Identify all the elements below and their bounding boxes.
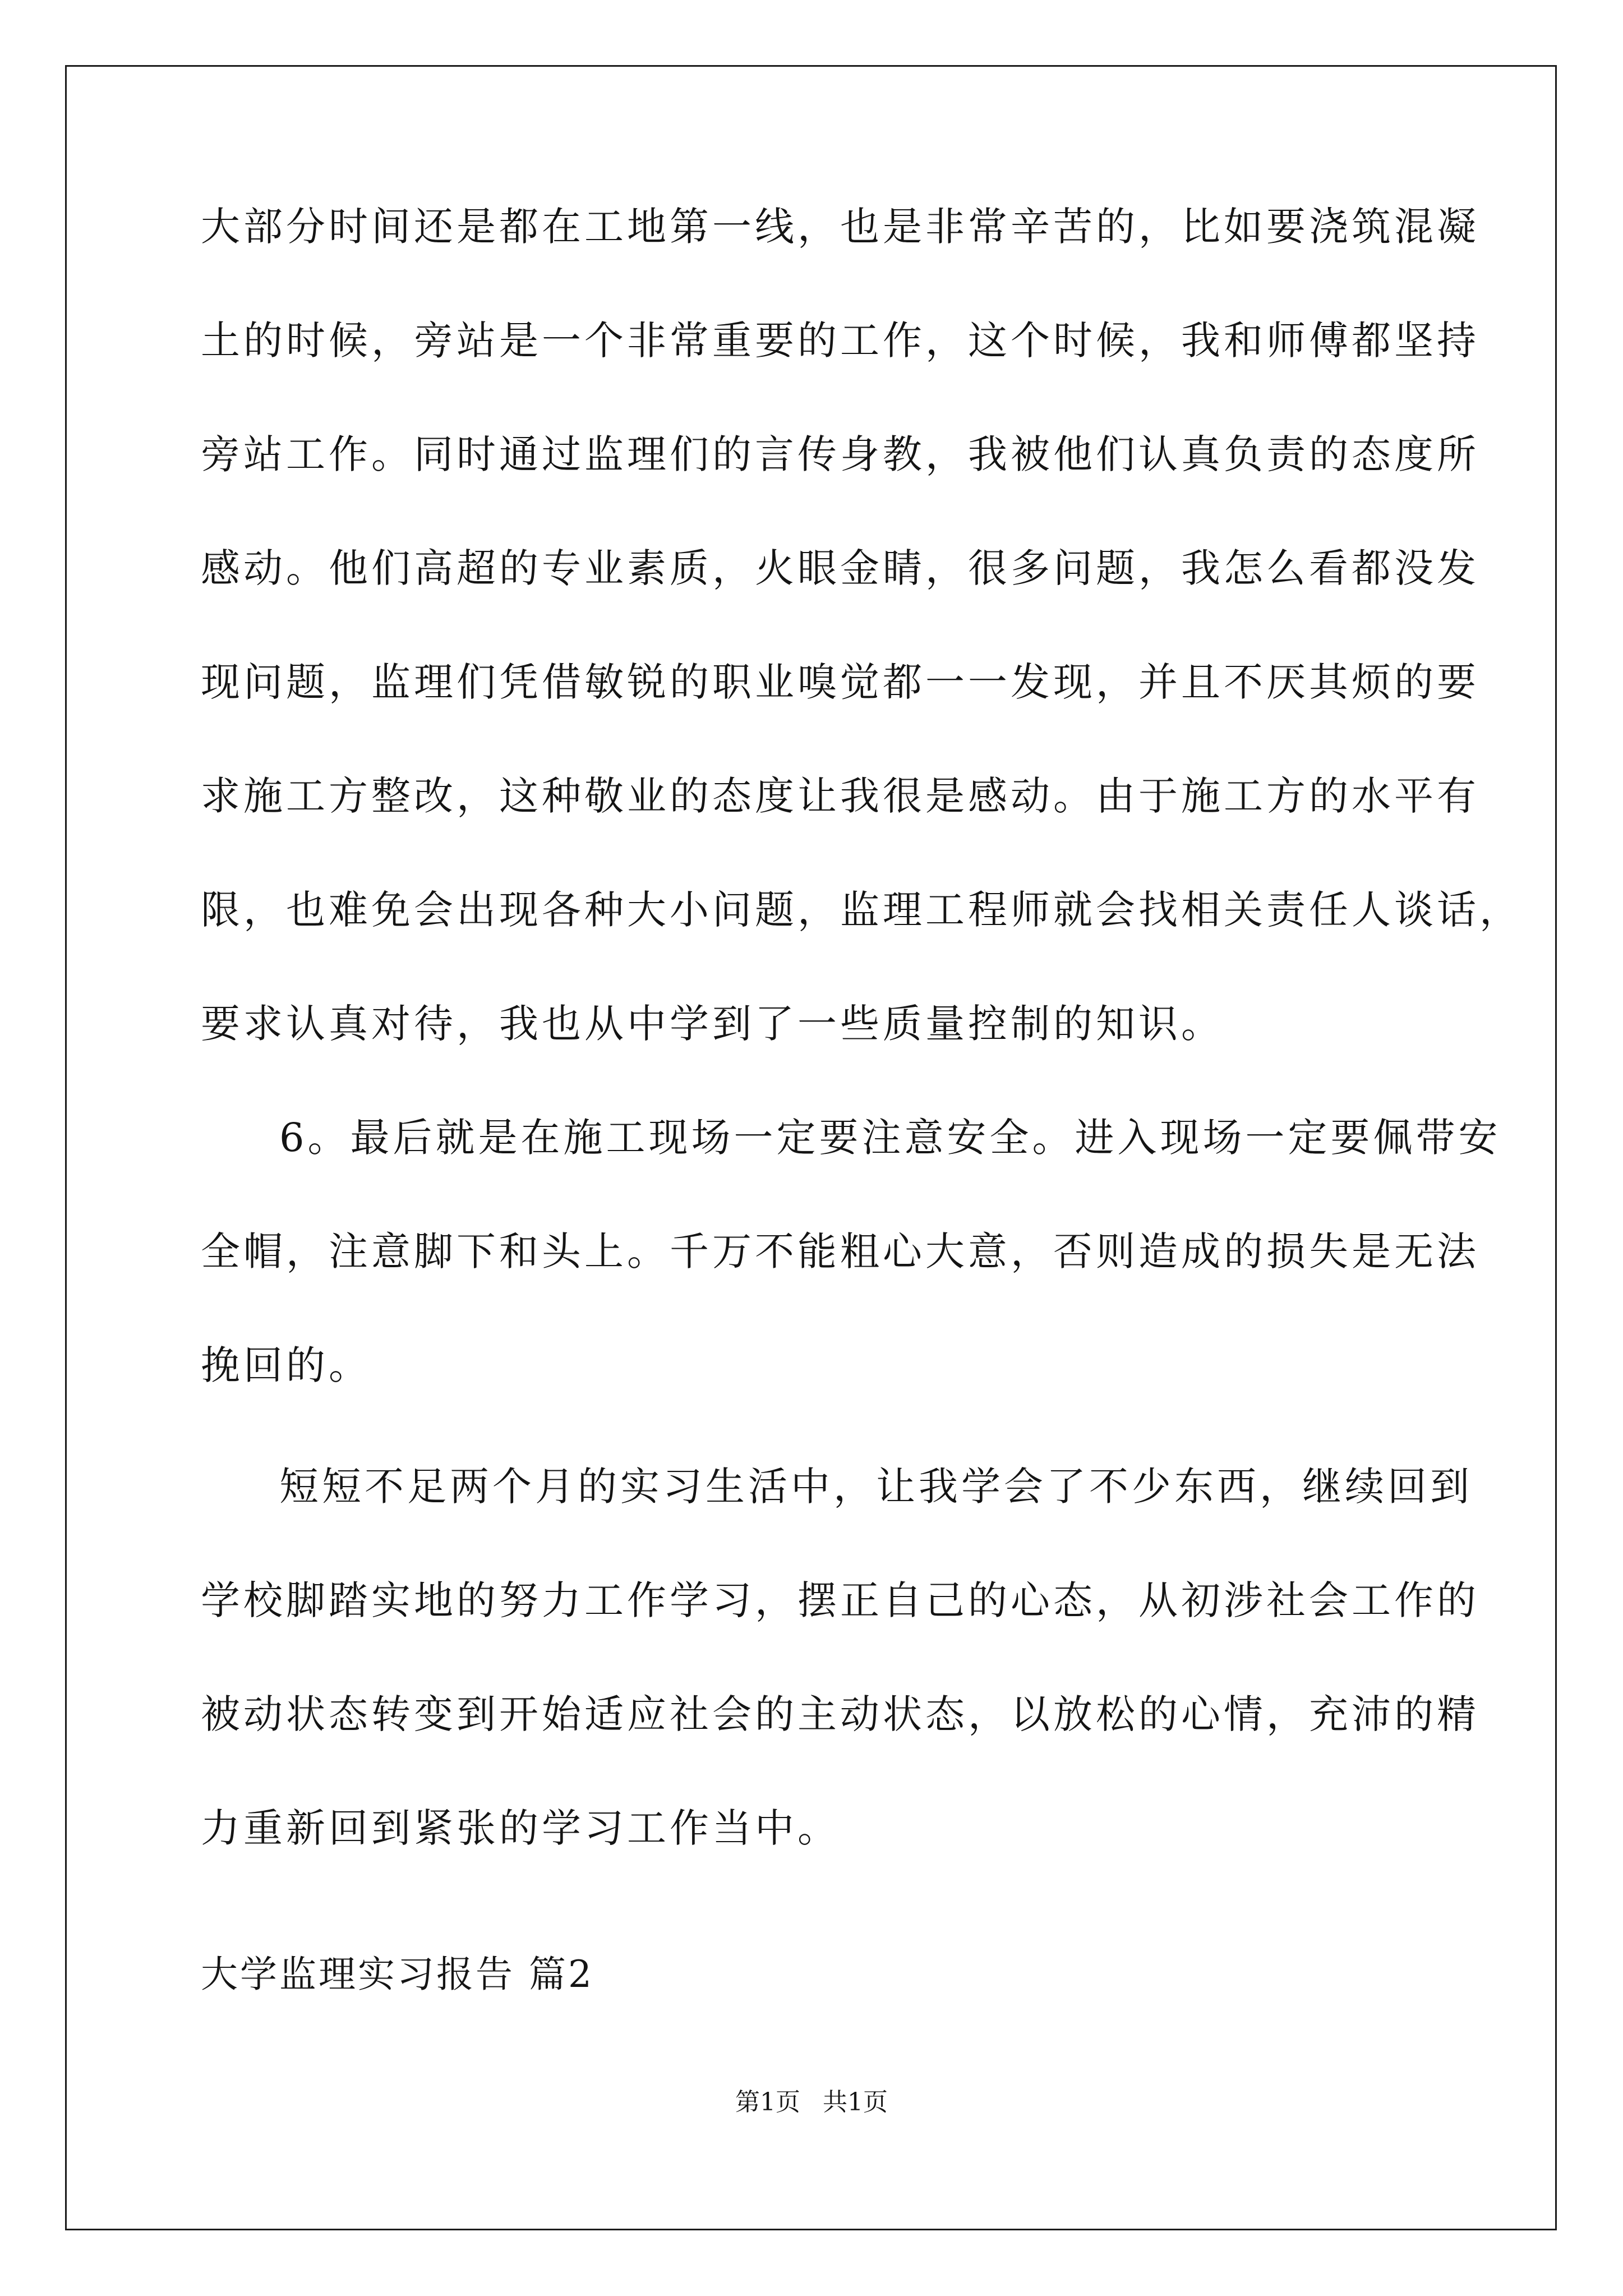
paragraph-line: 感动。他们高超的专业素质，火眼金睛，很多问题，我怎么看都没发 [201, 545, 1479, 591]
paragraph-line: 大部分时间还是都在工地第一线，也是非常辛苦的，比如要浇筑混凝 [201, 204, 1479, 250]
paragraph-line: 限，也难免会出现各种大小问题，监理工程师就会找相关责任人谈话， [201, 887, 1522, 933]
paragraph-line: 学校脚踏实地的努力工作学习，摆正自己的心态，从初涉社会工作的 [201, 1577, 1479, 1623]
paragraph-line: 短短不足两个月的实习生活中，让我学会了不少东西，继续回到 [279, 1464, 1473, 1510]
paragraph-line: 6。最后就是在施工现场一定要注意安全。进入现场一定要佩带安 [279, 1115, 1501, 1161]
paragraph-line: 力重新回到紧张的学习工作当中。 [201, 1805, 840, 1851]
paragraph-line: 土的时候，旁站是一个非常重要的工作，这个时候，我和师傅都坚持 [201, 318, 1479, 364]
paragraph-line: 全帽，注意脚下和头上。千万不能粗心大意，否则造成的损失是无法 [201, 1228, 1479, 1274]
page-number: 第1页 [735, 2088, 800, 2116]
page-total: 共1页 [823, 2088, 888, 2116]
section-heading: 大学监理实习报告 篇2 [201, 1953, 594, 1996]
paragraph-line: 要求认真对待，我也从中学到了一些质量控制的知识。 [201, 1001, 1224, 1047]
paragraph-line: 求施工方整改，这种敬业的态度让我很是感动。由于施工方的水平有 [201, 773, 1479, 819]
paragraph-line: 现问题，监理们凭借敏锐的职业嗅觉都一一发现，并且不厌其烦的要 [201, 659, 1479, 705]
paragraph-line: 挽回的。 [201, 1342, 371, 1388]
page-footer [0, 2086, 1623, 2119]
paragraph-line: 旁站工作。同时通过监理们的言传身教，我被他们认真负责的态度所 [201, 431, 1479, 477]
paragraph-line: 被动状态转变到开始适应社会的主动状态，以放松的心情，充沛的精 [201, 1691, 1479, 1737]
